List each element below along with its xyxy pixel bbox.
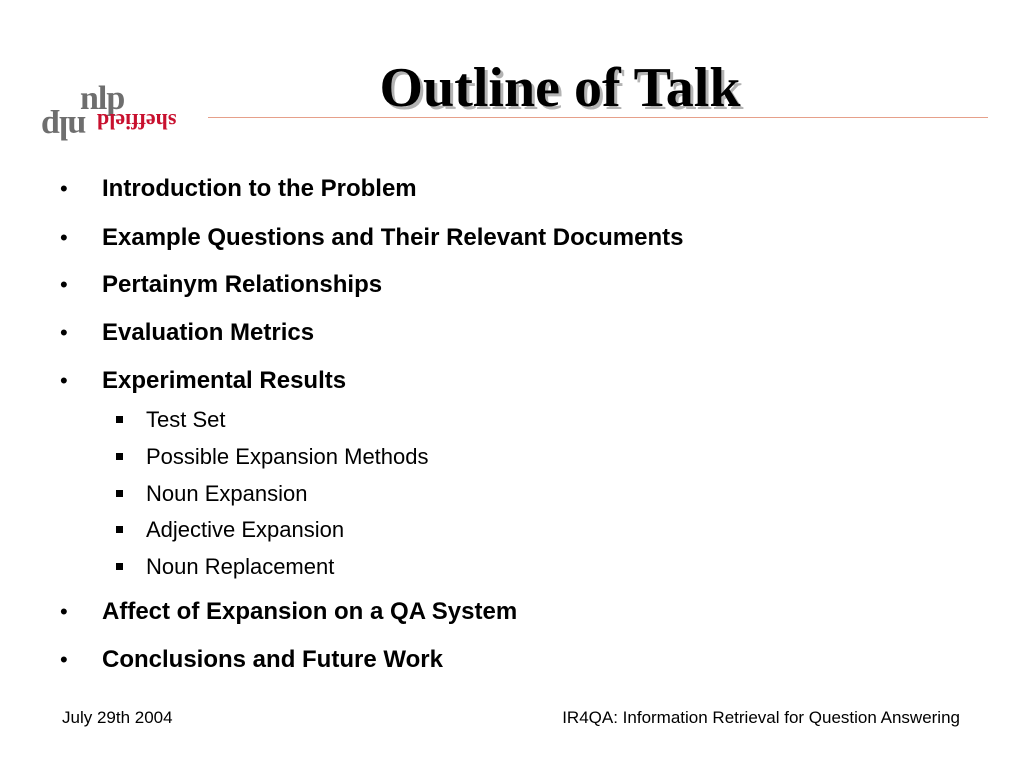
logo-nlp-text: nlp [80,80,125,117]
sub-bullet-text: Noun Replacement [146,554,335,579]
bullet-dot-icon: • [60,647,68,672]
bullet-dot-icon: • [60,599,68,624]
bullet-dot-icon: • [60,368,68,393]
square-bullet-icon [116,563,123,570]
square-bullet-icon [116,453,123,460]
logo-sheffield-text: sheffield [97,109,177,134]
square-bullet-icon [116,526,123,533]
bullet-text: Conclusions and Future Work [102,646,443,673]
bullet-dot-icon: • [60,272,68,297]
sub-bullet-text: Possible Expansion Methods [146,444,429,469]
bullet-dot-icon: • [60,225,68,250]
bullet-dot-icon: • [60,320,68,345]
sub-bullet-text: Adjective Expansion [146,517,345,542]
bullet-text: Pertainym Relationships [102,271,383,298]
bullet-text: Evaluation Metrics [102,319,315,346]
logo-mirrored-nlp-text: nlp [42,109,87,146]
sub-bullet-text: Noun Expansion [146,481,308,506]
bullet-text: Example Questions and Their Relevant Documents [102,224,684,251]
bullet-text: Affect of Expansion on a QA System [102,598,518,625]
bullet-text: Introduction to the Problem [102,175,417,202]
slide-title: Outline of Talk [379,57,741,119]
bullet-text: Experimental Results [102,367,347,394]
square-bullet-icon [116,416,123,423]
sub-bullet-text: Test Set [146,407,226,432]
square-bullet-icon [116,490,123,497]
footer-date: July 29th 2004 [62,708,173,727]
bullet-dot-icon: • [60,176,68,201]
footer-event-title: IR4QA: Information Retrieval for Question Answering [562,708,960,727]
